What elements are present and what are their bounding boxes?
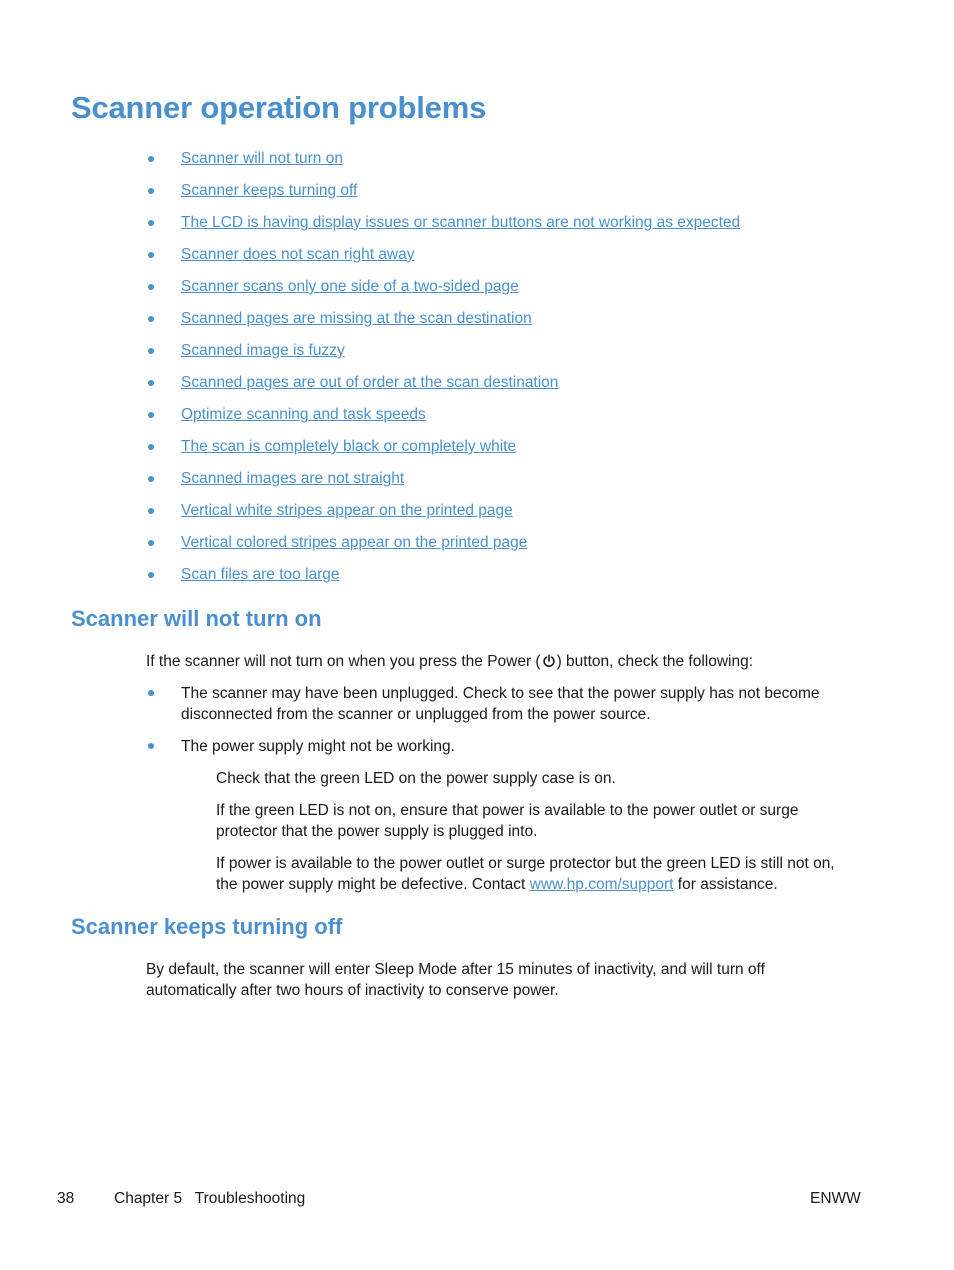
toc-link-scanner-keeps-turning-off[interactable]: Scanner keeps turning off bbox=[181, 182, 358, 199]
sub-step-3-line1: If power is available to the power outlet or surge protector but the green LED is still not on, bbox=[216, 855, 835, 872]
section-heading-will-not-turn-on: Scanner will not turn on bbox=[71, 606, 322, 631]
bullet-icon bbox=[148, 690, 154, 696]
bullet-icon bbox=[148, 252, 154, 258]
power-icon bbox=[542, 654, 556, 668]
intro-text-after: ) button, check the following: bbox=[556, 653, 754, 670]
sub-step-2-line1: If the green LED is not on, ensure that power is available to the power outlet or surge bbox=[216, 802, 799, 819]
section2-line1: By default, the scanner will enter Sleep Mode after 15 minutes of inactivity, and will turn off bbox=[146, 961, 765, 978]
page-title: Scanner operation problems bbox=[71, 90, 487, 125]
bullet2-text: The power supply might not be working. bbox=[181, 738, 455, 755]
footer-locale: ENWW bbox=[810, 1190, 861, 1207]
toc-link-white-stripes[interactable]: Vertical white stripes appear on the printed page bbox=[181, 502, 513, 519]
bullet-icon bbox=[148, 444, 154, 450]
toc-link-image-fuzzy[interactable]: Scanned image is fuzzy bbox=[181, 342, 345, 359]
bullet-icon bbox=[148, 572, 154, 578]
bullet1-line1: The scanner may have been unplugged. Check to see that the power supply has not become bbox=[181, 685, 820, 702]
toc-link-colored-stripes[interactable]: Vertical colored stripes appear on the printed page bbox=[181, 534, 528, 551]
bullet-icon bbox=[148, 188, 154, 194]
bullet-icon bbox=[148, 412, 154, 418]
sub-step-3-text-before: the power supply might be defective. Contact bbox=[216, 876, 530, 893]
sub-step-2-line2: protector that the power supply is plugged into. bbox=[216, 823, 538, 840]
bullet1-line2: disconnected from the scanner or unplugged from the power source. bbox=[181, 706, 651, 723]
intro-text-before: If the scanner will not turn on when you press the Power ( bbox=[146, 653, 541, 670]
bullet-icon bbox=[148, 540, 154, 546]
toc-link-pages-out-of-order[interactable]: Scanned pages are out of order at the scan destination bbox=[181, 374, 559, 391]
sub-step-3-line2 bbox=[216, 874, 778, 895]
sub-step-3-text-after: for assistance. bbox=[673, 876, 778, 893]
sub-step-1: Check that the green LED on the power supply case is on. bbox=[216, 770, 616, 787]
bullet-icon bbox=[148, 348, 154, 354]
bullet-icon bbox=[148, 156, 154, 162]
toc-link-lcd-display-issues[interactable]: The LCD is having display issues or scanner buttons are not working as expected bbox=[181, 214, 741, 231]
hp-support-link[interactable]: www.hp.com/support bbox=[529, 876, 674, 893]
bullet-icon bbox=[148, 380, 154, 386]
toc-link-pages-missing[interactable]: Scanned pages are missing at the scan destination bbox=[181, 310, 532, 327]
toc-link-black-or-white[interactable]: The scan is completely black or completely white bbox=[181, 438, 517, 455]
footer-chapter: Chapter 5 Troubleshooting bbox=[114, 1190, 306, 1207]
toc-link-does-not-scan-right-away[interactable]: Scanner does not scan right away bbox=[181, 246, 415, 263]
bullet-icon bbox=[148, 284, 154, 290]
toc-link-files-too-large[interactable]: Scan files are too large bbox=[181, 566, 340, 583]
bullet-icon bbox=[148, 476, 154, 482]
toc-link-scanner-will-not-turn-on[interactable]: Scanner will not turn on bbox=[181, 150, 343, 167]
section-heading-keeps-turning-off: Scanner keeps turning off bbox=[71, 914, 343, 939]
section2-line2: automatically after two hours of inactivity to conserve power. bbox=[146, 982, 559, 999]
bullet-icon bbox=[148, 743, 154, 749]
toc-link-not-straight[interactable]: Scanned images are not straight bbox=[181, 470, 405, 487]
bullet-icon bbox=[148, 316, 154, 322]
footer-page-number: 38 bbox=[57, 1190, 75, 1207]
bullet-icon bbox=[148, 220, 154, 226]
section1-intro bbox=[146, 651, 753, 672]
bullet-icon bbox=[148, 508, 154, 514]
toc-link-optimize-speeds[interactable]: Optimize scanning and task speeds bbox=[181, 406, 426, 423]
toc-link-scans-one-side[interactable]: Scanner scans only one side of a two-sided page bbox=[181, 278, 519, 295]
